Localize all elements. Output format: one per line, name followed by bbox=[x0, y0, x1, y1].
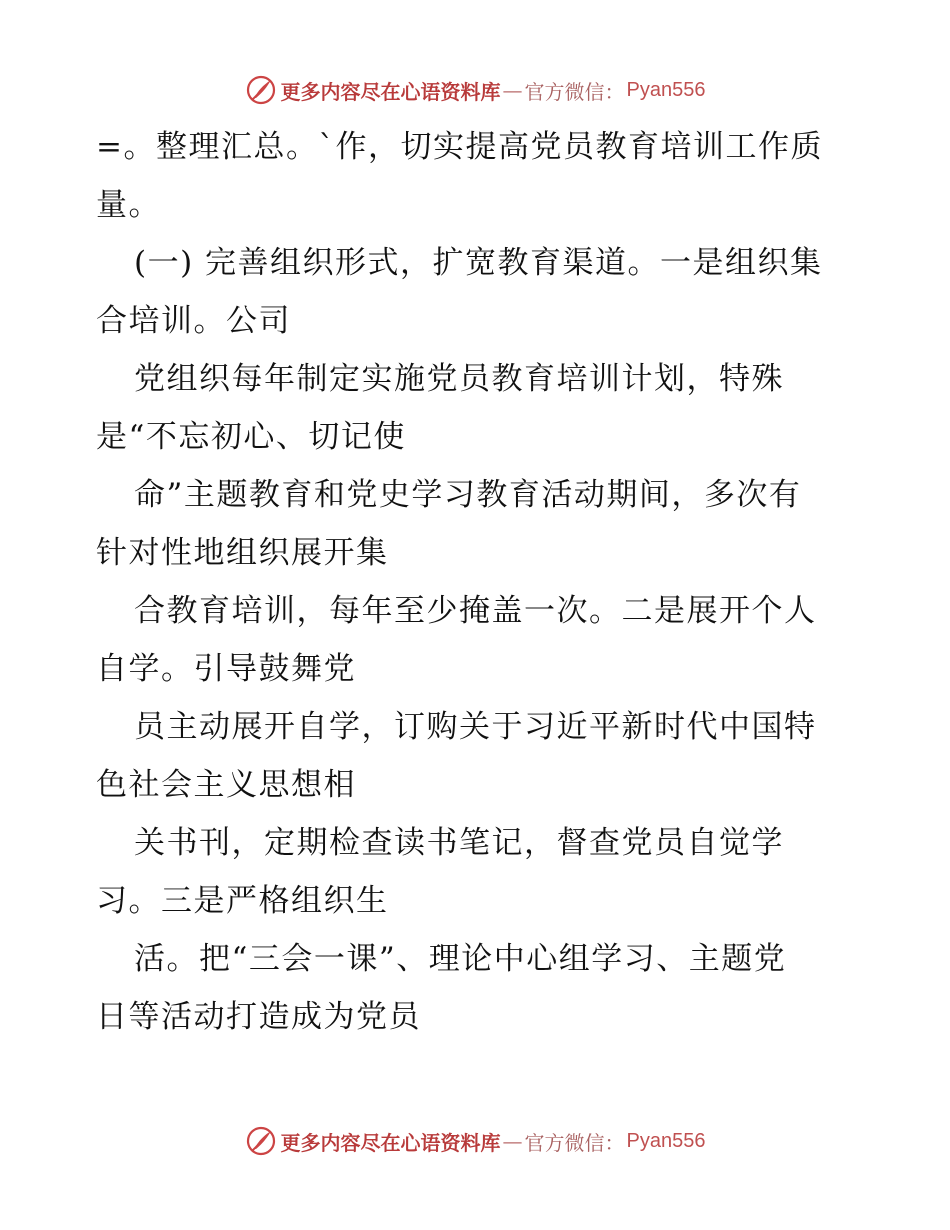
quill-logo-icon bbox=[245, 1125, 277, 1157]
text-line: 命”主题教育和党史学习教育活动期间，多次有 bbox=[134, 477, 802, 513]
footer-watermark bbox=[0, 1121, 950, 1161]
text-line: 活。把“三会一课”、理论中心组学习、主题党 bbox=[134, 941, 787, 977]
text-line: 关书刊，定期检查读书笔记，督查党员自觉学 bbox=[134, 825, 784, 861]
text-line: 党组织每年制定实施党员教育培训计划，特殊 bbox=[134, 361, 784, 397]
text-line: 员主动展开自学，订购关于习近平新时代中国特 bbox=[134, 709, 817, 745]
quill-logo-icon bbox=[245, 74, 277, 106]
text-line: 合教育培训，每年至少掩盖一次。二是展开个人 bbox=[134, 593, 817, 629]
watermark-id: Pyan556 bbox=[626, 78, 706, 101]
watermark-label: 官方微信： bbox=[524, 79, 625, 104]
watermark-label: 官方微信： bbox=[524, 1130, 625, 1155]
header-watermark bbox=[0, 70, 950, 110]
text-line: 量。 bbox=[96, 187, 161, 223]
watermark-dash: — bbox=[502, 78, 523, 102]
text-line: 色社会主义思想相 bbox=[96, 767, 356, 803]
text-line: 合培训。公司 bbox=[96, 303, 291, 339]
text-line: 习。三是严格组织生 bbox=[96, 883, 389, 919]
watermark-site: 更多内容尽在心语资料库 bbox=[280, 1130, 501, 1155]
text-line: 针对性地组织展开集 bbox=[96, 535, 389, 571]
watermark-text bbox=[281, 1125, 706, 1157]
text-line: 日等活动打造成为党员 bbox=[96, 999, 421, 1035]
watermark-id: Pyan556 bbox=[626, 1129, 706, 1152]
watermark-site: 更多内容尽在心语资料库 bbox=[280, 79, 501, 104]
text-line: 是“不忘初心、切记使 bbox=[96, 419, 406, 455]
text-line: =。整理汇总。`作，切实提高党员教育培训工作质 bbox=[96, 129, 823, 165]
document-body bbox=[96, 118, 856, 1046]
watermark-text bbox=[281, 74, 706, 106]
text-line: (一) 完善组织形式，扩宽教育渠道。一是组织集 bbox=[134, 245, 823, 281]
watermark-dash: — bbox=[502, 1129, 523, 1153]
text-line: 自学。引导鼓舞党 bbox=[96, 651, 356, 687]
